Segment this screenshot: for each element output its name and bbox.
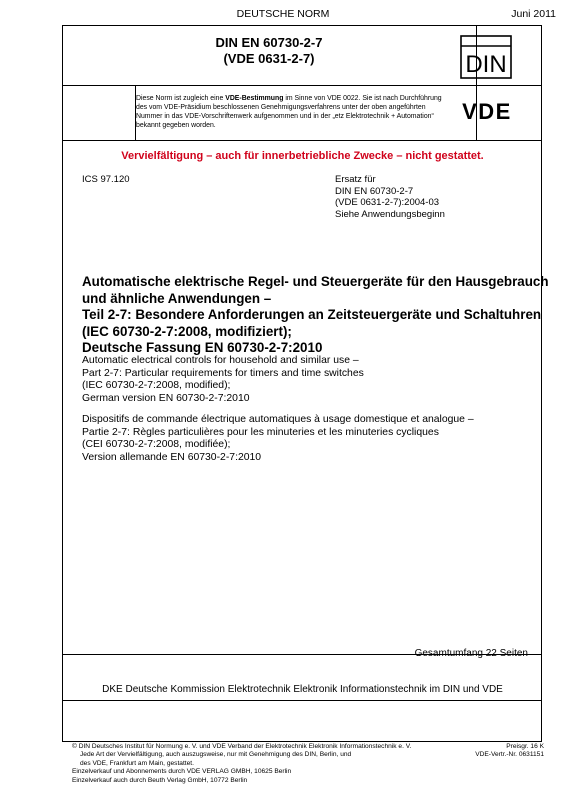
german-title-line: und ähnliche Anwendungen – bbox=[82, 290, 272, 306]
german-title-line: Automatische elektrische Regel- und Steuergeräte für den Hausgebrauch bbox=[82, 274, 549, 289]
vde-order-number: VDE-Vertr.-Nr. 0631151 bbox=[475, 751, 544, 759]
german-title-line: (IEC 60730-2-7:2008, modifiziert); bbox=[82, 323, 292, 339]
german-title bbox=[82, 274, 549, 357]
vde-logo bbox=[452, 98, 522, 124]
copyright-line: des VDE, Frankfurt am Main, gestattet. bbox=[80, 759, 194, 767]
reproduction-warning: Vervielfältigung – auch für innerbetriebliche Zwecke – nicht gestattet. bbox=[121, 150, 484, 162]
english-title-line: German version EN 60730-2-7:2010 bbox=[82, 392, 250, 404]
replacement-line: Ersatz für bbox=[335, 174, 376, 185]
price-info bbox=[475, 743, 544, 760]
french-title-line: (CEI 60730-2-7:2008, modifiée); bbox=[82, 439, 231, 451]
note-text-bold: VDE-Bestimmung bbox=[225, 95, 284, 102]
norm-type-label: DEUTSCHE NORM bbox=[236, 8, 330, 20]
replacement-line: Siehe Anwendungsbeginn bbox=[335, 208, 445, 220]
french-title-line: Partie 2-7: Règles particulières pour les minuteries et les minuteries cycliques bbox=[82, 426, 439, 438]
english-title-line: Automatic electrical controls for household and similar use – bbox=[82, 355, 359, 366]
din-logo bbox=[460, 35, 512, 79]
replacement-info bbox=[335, 174, 445, 220]
divider-note bbox=[63, 140, 541, 141]
german-title-line: Deutsche Fassung EN 60730-2-7:2010 bbox=[82, 340, 323, 355]
copyright-notice bbox=[72, 743, 462, 768]
din-logo-text: DIN bbox=[465, 51, 507, 78]
english-title bbox=[82, 355, 532, 405]
english-title-line: Part 2-7: Particular requirements for timers and time switches bbox=[82, 367, 364, 379]
document-number-vde: (VDE 0631-2-7) bbox=[223, 51, 315, 66]
french-title-line: Version allemande EN 60730-2-7:2010 bbox=[82, 451, 262, 463]
replacement-line: (VDE 0631-2-7):2004-03 bbox=[335, 197, 440, 208]
vde-determination-note bbox=[136, 94, 442, 130]
french-title-line: Dispositifs de commande électrique automatiques à usage domestique et analogue – bbox=[82, 414, 474, 425]
ics-code: ICS 97.120 bbox=[82, 174, 130, 185]
sales-info-beuth: Einzelverkauf auch durch Beuth Verlag GmbH, 10772 Berlin bbox=[72, 777, 248, 784]
note-text-post: im Sinne von VDE 0022. Sie ist nach Durchführung des vom VDE-Präsidium beschlossenen Genehmigungsverfahrens unter der oben angeführten Nummer in das VDE-Vorschriftenwerk aufgenommen und in der „etz Elektrotechnik + Automation“ bekannt gegeben worden. bbox=[136, 95, 442, 129]
sales-info-vde: Einzelverkauf und Abonnements durch VDE VERLAG GMBH, 10625 Berlin bbox=[72, 768, 292, 775]
document-number-din: DIN EN 60730-2-7 bbox=[215, 35, 323, 50]
english-title-line: (IEC 60730-2-7:2008, modified); bbox=[82, 380, 231, 392]
page-count: Gesamtumfang 22 Seiten bbox=[414, 648, 528, 659]
note-text-pre: Diese Norm ist zugleich eine bbox=[136, 95, 226, 102]
copyright-line: © DIN Deutsches Institut für Normung e. V. und VDE Verband der Elektrotechnik Elektronik Informationstechnik e. V. bbox=[72, 743, 412, 750]
replacement-line: DIN EN 60730-2-7 bbox=[335, 185, 414, 197]
divider-dke-bottom bbox=[63, 700, 541, 701]
vde-logo-text: VDE bbox=[462, 99, 512, 124]
issue-date: Juni 2011 bbox=[511, 8, 556, 20]
copyright-line: Jede Art der Vervielfältigung, auch auszugsweise, nur mit Genehmigung des DIN, Berlin, und bbox=[80, 751, 352, 759]
document-number bbox=[63, 35, 475, 67]
price-group: Preisgr. 16 K bbox=[506, 743, 544, 750]
german-title-line: Teil 2-7: Besondere Anforderungen an Zeitsteuergeräte und Schaltuhren bbox=[82, 307, 542, 322]
dke-committee: DKE Deutsche Kommission Elektrotechnik Elektronik Informationstechnik im DIN und VDE bbox=[102, 684, 503, 695]
french-title bbox=[82, 414, 537, 464]
